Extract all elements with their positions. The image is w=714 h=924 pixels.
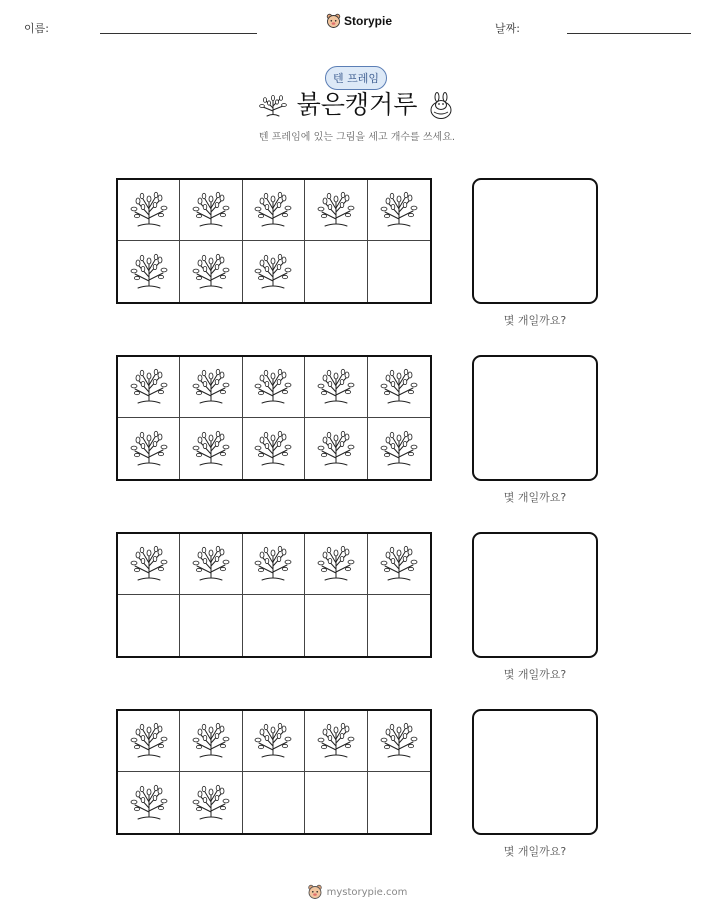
frame-cell	[243, 180, 305, 241]
name-line[interactable]	[100, 33, 257, 34]
frame-cell	[368, 241, 430, 302]
shrub-icon	[379, 190, 419, 230]
question-label-4: 몇 개일까요?	[503, 845, 567, 858]
bear-footer-icon	[307, 884, 323, 900]
frame-cell	[368, 418, 430, 479]
frame-cell	[180, 534, 242, 595]
ten-frame-1	[116, 178, 432, 304]
shrub-icon	[379, 367, 419, 407]
shrub-icon	[129, 429, 169, 469]
shrub-icon	[191, 783, 231, 823]
frame-cell	[180, 357, 242, 418]
frame-cell	[243, 595, 305, 656]
shrub-icon	[379, 721, 419, 761]
shrub-icon	[191, 252, 231, 292]
frame-cell	[243, 711, 305, 772]
frame-cell	[180, 772, 242, 833]
instruction-text: 텐 프레임에 있는 그림을 세고 개수를 쓰세요.	[258, 132, 456, 143]
ten-frame-4	[116, 709, 432, 835]
shrub-icon	[129, 367, 169, 407]
frame-cell	[368, 357, 430, 418]
footer-url: mystorypie.com	[326, 886, 408, 898]
frame-cell	[305, 418, 367, 479]
logo	[326, 13, 392, 29]
frame-cell	[305, 595, 367, 656]
shrub-icon	[129, 544, 169, 584]
ten-frame-2	[116, 355, 432, 481]
shrub-icon	[191, 721, 231, 761]
frame-cell	[180, 180, 242, 241]
shrub-icon	[191, 190, 231, 230]
frame-cell	[118, 595, 180, 656]
frame-cell	[180, 418, 242, 479]
shrub-icon	[191, 367, 231, 407]
frame-cell	[305, 772, 367, 833]
shrub-icon	[316, 544, 356, 584]
shrub-icon	[129, 721, 169, 761]
shrub-icon	[316, 721, 356, 761]
logo-text: Storypie	[344, 14, 393, 28]
shrub-icon	[129, 190, 169, 230]
frame-cell	[368, 595, 430, 656]
question-label-2: 몇 개일까요?	[503, 491, 567, 504]
frame-cell	[118, 418, 180, 479]
frame-cell	[118, 180, 180, 241]
shrub-icon	[191, 544, 231, 584]
question-label-3: 몇 개일까요?	[503, 668, 567, 681]
frame-cell	[180, 241, 242, 302]
frame-cell	[243, 357, 305, 418]
frame-cell	[180, 711, 242, 772]
frame-cell	[305, 241, 367, 302]
bear-logo-icon	[326, 13, 341, 29]
frame-cell	[243, 534, 305, 595]
frame-cell	[305, 357, 367, 418]
shrub-icon	[129, 783, 169, 823]
shrub-icon	[379, 429, 419, 469]
shrub-icon	[316, 429, 356, 469]
question-label-1: 몇 개일까요?	[503, 314, 567, 327]
shrub-icon	[253, 367, 293, 407]
shrub-icon	[253, 252, 293, 292]
shrub-icon	[253, 544, 293, 584]
date-label: 날짜:	[495, 22, 520, 35]
answer-box-1[interactable]	[472, 178, 598, 304]
shrub-icon	[379, 544, 419, 584]
frame-cell	[368, 534, 430, 595]
frame-cell	[118, 357, 180, 418]
frame-cell	[118, 534, 180, 595]
shrub-icon	[316, 367, 356, 407]
frame-cell	[368, 180, 430, 241]
frame-cell	[243, 772, 305, 833]
answer-box-2[interactable]	[472, 355, 598, 481]
footer	[0, 884, 714, 900]
date-line[interactable]	[567, 33, 691, 34]
frame-cell	[243, 241, 305, 302]
topic-badge: 텐 프레임	[325, 66, 387, 90]
page-title: 붉은캥거루	[296, 90, 418, 119]
frame-cell	[118, 711, 180, 772]
answer-box-4[interactable]	[472, 709, 598, 835]
kangaroo-title-icon	[428, 92, 454, 120]
ten-frame-3	[116, 532, 432, 658]
shrub-icon	[253, 721, 293, 761]
shrub-icon	[191, 429, 231, 469]
shrub-icon	[316, 190, 356, 230]
frame-cell	[368, 711, 430, 772]
frame-cell	[305, 534, 367, 595]
frame-cell	[305, 711, 367, 772]
shrub-icon	[129, 252, 169, 292]
shrub-icon	[253, 429, 293, 469]
frame-cell	[118, 241, 180, 302]
name-label: 이름:	[24, 22, 49, 35]
frame-cell	[368, 772, 430, 833]
frame-cell	[305, 180, 367, 241]
frame-cell	[243, 418, 305, 479]
frame-cell	[118, 772, 180, 833]
shrub-icon	[253, 190, 293, 230]
answer-box-3[interactable]	[472, 532, 598, 658]
frame-cell	[180, 595, 242, 656]
